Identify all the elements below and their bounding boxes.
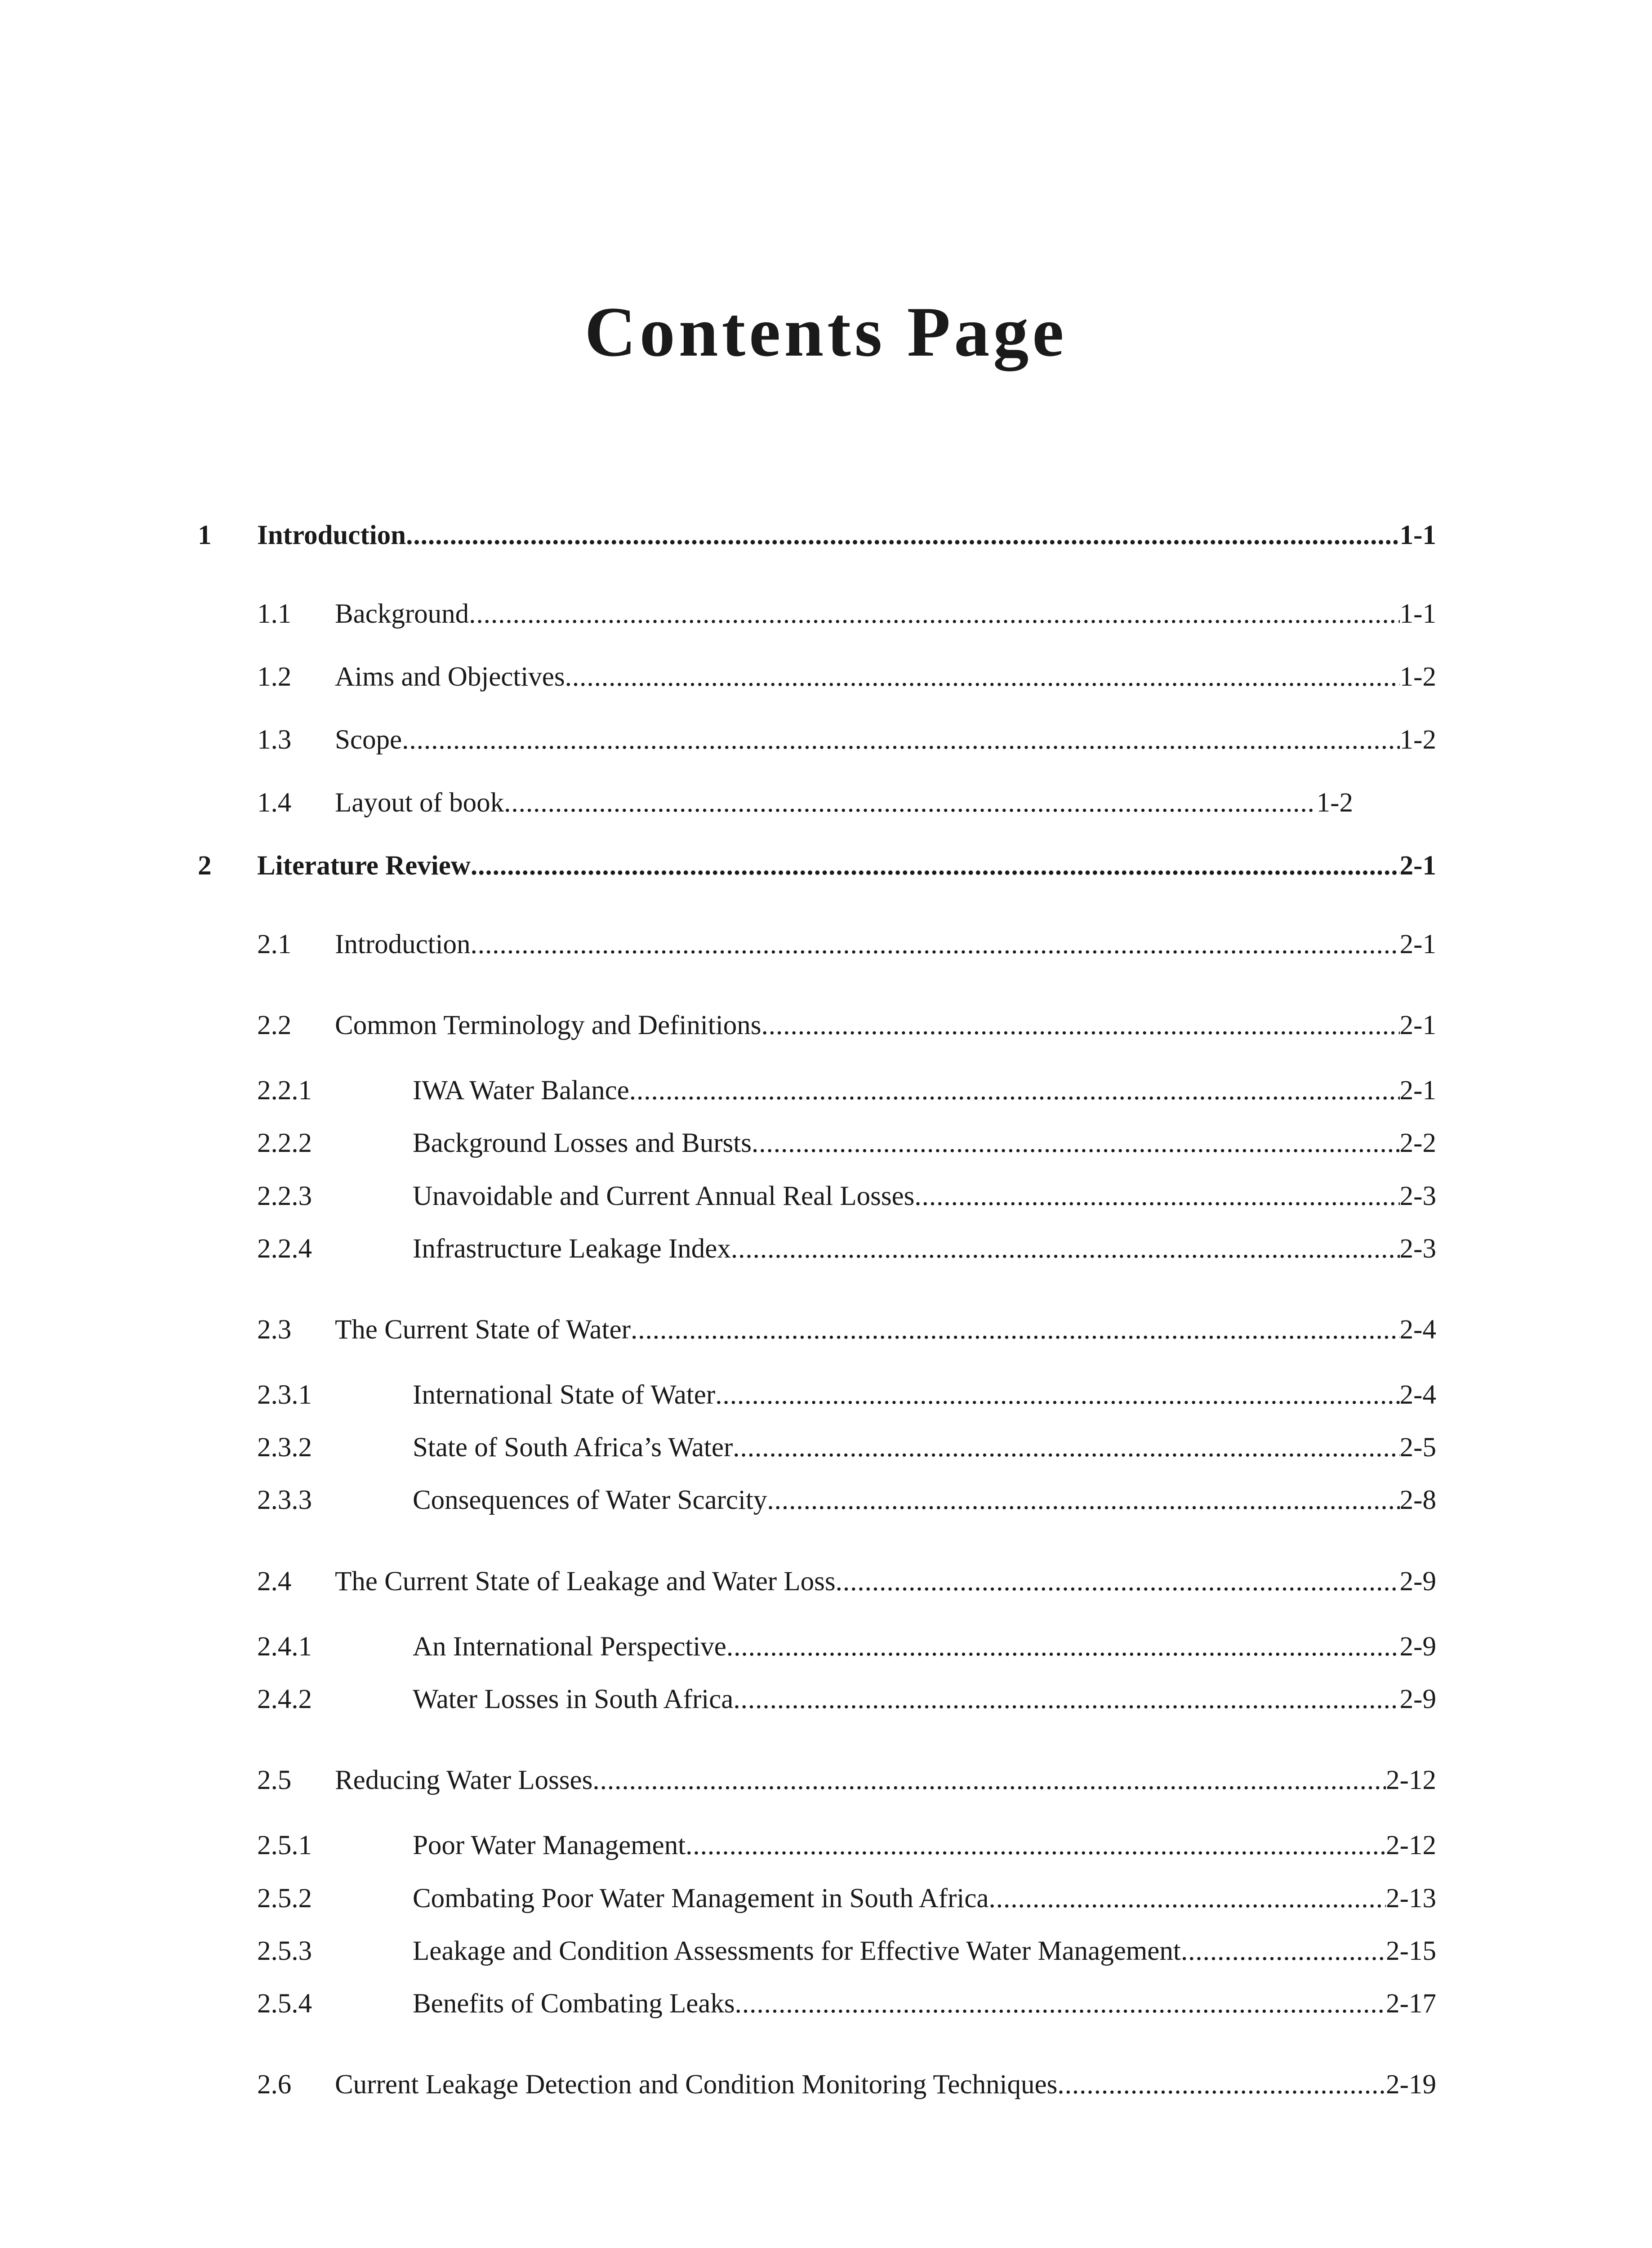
- toc-entry-title: Infrastructure Leakage Index: [413, 1234, 731, 1264]
- dot-leader: [733, 1434, 1399, 1461]
- toc-entry-number: 1.3: [257, 725, 292, 755]
- toc-entry[interactable]: [257, 1434, 1436, 1467]
- toc-entry-page: 2-1: [1399, 1010, 1436, 1040]
- toc-entry-number: 1: [198, 520, 212, 550]
- toc-entry-number: 2.4: [257, 1566, 292, 1597]
- toc-entry-page: 2-1: [1399, 929, 1436, 959]
- toc-entry-title: Aims and Objectives: [335, 662, 565, 692]
- toc-entry[interactable]: [257, 1129, 1436, 1163]
- toc-entry-number: 2.2.1: [257, 1075, 312, 1106]
- dot-leader: [836, 1568, 1400, 1595]
- toc-entry[interactable]: [257, 1990, 1436, 2024]
- toc-entry-title: An International Perspective: [413, 1632, 726, 1662]
- toc-entry[interactable]: [257, 1077, 1436, 1111]
- dot-leader: [726, 1633, 1400, 1660]
- dot-leader: [471, 931, 1400, 958]
- toc-entry[interactable]: [198, 522, 1436, 555]
- toc-entry-title: Layout of book: [335, 788, 504, 818]
- toc-entry-page: 1-2: [1399, 662, 1436, 692]
- toc-entry-title: Reducing Water Losses: [335, 1765, 593, 1795]
- toc-entry-page: 2-12: [1386, 1765, 1436, 1795]
- toc-entry-number: 2.4.1: [257, 1632, 312, 1662]
- dot-leader: [1181, 1937, 1386, 1965]
- toc-entry[interactable]: [257, 931, 1436, 964]
- dot-leader: [752, 1129, 1400, 1157]
- toc-entry-title: Background Losses and Bursts: [413, 1128, 752, 1158]
- toc-entry-number: 2.1: [257, 929, 292, 959]
- toc-entry-page: 2-15: [1386, 1936, 1436, 1966]
- toc-entry[interactable]: [257, 2071, 1436, 2105]
- toc-entry-page: 2-3: [1399, 1181, 1436, 1211]
- toc-entry-number: 1.1: [257, 599, 292, 629]
- toc-entry-title: Literature Review: [257, 851, 471, 881]
- dot-leader: [914, 1182, 1399, 1210]
- toc-entry-page: 2-19: [1386, 2070, 1436, 2100]
- toc-entry-title: Unavoidable and Current Annual Real Losses: [413, 1181, 915, 1211]
- toc-entry[interactable]: [257, 789, 1353, 823]
- toc-entry-number: 2.3.3: [257, 1485, 312, 1515]
- toc-entry[interactable]: [257, 600, 1436, 634]
- toc-entry-page: 1-2: [1316, 788, 1353, 818]
- dot-leader: [735, 1990, 1386, 2017]
- toc-entry-page: 1-1: [1399, 520, 1436, 550]
- dot-leader: [715, 1381, 1399, 1409]
- dot-leader: [731, 1235, 1400, 1262]
- toc-entry-title: Common Terminology and Definitions: [335, 1010, 761, 1040]
- toc-entry-page: 2-1: [1399, 851, 1436, 881]
- toc-entry-number: 2.5.2: [257, 1883, 312, 1913]
- toc-entry[interactable]: [257, 1937, 1436, 1971]
- toc-entry-page: 2-13: [1386, 1883, 1436, 1913]
- toc-entry-number: 2.4.2: [257, 1684, 312, 1714]
- toc-entry-title: The Current State of Leakage and Water Loss: [335, 1566, 836, 1597]
- toc-entry[interactable]: [257, 1885, 1436, 1918]
- dot-leader: [761, 1012, 1400, 1039]
- toc-entry-number: 1.4: [257, 788, 292, 818]
- toc-entry[interactable]: [257, 1766, 1436, 1800]
- toc-entry-number: 1.2: [257, 662, 292, 692]
- page-title: Contents Page: [584, 293, 1068, 371]
- toc-entry-number: 2.2: [257, 1010, 292, 1040]
- toc-entry[interactable]: [257, 1012, 1436, 1045]
- toc-entry-page: 2-9: [1399, 1566, 1436, 1597]
- toc-entry-title: State of South Africa’s Water: [413, 1432, 733, 1463]
- toc-entry-title: Benefits of Combating Leaks: [413, 1989, 735, 2019]
- dot-leader: [1057, 2071, 1386, 2098]
- toc-entry-page: 2-2: [1399, 1128, 1436, 1158]
- toc-entry-page: 2-9: [1399, 1632, 1436, 1662]
- toc-entry-page: 2-9: [1399, 1684, 1436, 1714]
- toc-entry-title: Current Leakage Detection and Condition Monitoring Techniques: [335, 2070, 1058, 2100]
- toc-entry-number: 2.3.1: [257, 1380, 312, 1410]
- toc-entry[interactable]: [257, 1316, 1436, 1350]
- toc-entry-title: Water Losses in South Africa: [413, 1684, 734, 1714]
- dot-leader: [629, 1077, 1400, 1104]
- toc-entry-title: Poor Water Management: [413, 1830, 686, 1860]
- toc-entry-title: Scope: [335, 725, 402, 755]
- toc-entry-title: Combating Poor Water Management in South Africa: [413, 1883, 989, 1913]
- toc-entry-page: 2-5: [1399, 1432, 1436, 1463]
- toc-entry-page: 2-3: [1399, 1234, 1436, 1264]
- toc-entry-number: 2.2.3: [257, 1181, 312, 1211]
- toc-entry-number: 2.5.3: [257, 1936, 312, 1966]
- dot-leader: [469, 600, 1400, 628]
- toc-entry[interactable]: [257, 1633, 1436, 1667]
- toc-entry[interactable]: [257, 726, 1436, 760]
- toc-entry-page: 2-1: [1399, 1075, 1436, 1106]
- dot-leader: [631, 1316, 1400, 1343]
- toc-entry-number: 2: [198, 851, 212, 881]
- toc-entry-title: The Current State of Water: [335, 1315, 631, 1345]
- dot-leader: [471, 852, 1400, 879]
- dot-leader: [733, 1686, 1399, 1713]
- toc-entry[interactable]: [257, 1182, 1436, 1216]
- toc-entry[interactable]: [257, 1832, 1436, 1865]
- dot-leader: [406, 522, 1400, 549]
- toc-entry[interactable]: [257, 663, 1436, 697]
- toc-entry-number: 2.5: [257, 1765, 292, 1795]
- toc-entry[interactable]: [257, 1486, 1436, 1520]
- dot-leader: [686, 1832, 1386, 1859]
- toc-entry[interactable]: [257, 1235, 1436, 1269]
- toc-entry-title: Consequences of Water Scarcity: [413, 1485, 767, 1515]
- toc-entry-number: 2.5.4: [257, 1989, 312, 2019]
- toc-entry-title: Leakage and Condition Assessments for Effective Water Management: [413, 1936, 1181, 1966]
- toc-entry-page: 2-12: [1386, 1830, 1436, 1860]
- dot-leader: [504, 789, 1317, 816]
- toc-entry-number: 2.3: [257, 1315, 292, 1345]
- toc-entry-title: Background: [335, 599, 469, 629]
- toc-entry-page: 2-17: [1386, 1989, 1436, 2019]
- toc-entry-number: 2.6: [257, 2070, 292, 2100]
- toc-entry-title: Introduction: [335, 929, 471, 959]
- dot-leader: [565, 663, 1400, 691]
- toc-entry-page: 2-8: [1399, 1485, 1436, 1515]
- toc-entry[interactable]: [257, 1381, 1436, 1415]
- toc-entry[interactable]: [198, 852, 1436, 886]
- toc-entry-title: Introduction: [257, 520, 406, 550]
- toc-entry-page: 2-4: [1399, 1380, 1436, 1410]
- toc-entry[interactable]: [257, 1686, 1436, 1719]
- dot-leader: [592, 1766, 1386, 1794]
- toc-entry-number: 2.2.2: [257, 1128, 312, 1158]
- toc-entry-number: 2.5.1: [257, 1830, 312, 1860]
- toc-entry-number: 2.2.4: [257, 1234, 312, 1264]
- toc-entry[interactable]: [257, 1568, 1436, 1601]
- toc-entry-title: International State of Water: [413, 1380, 716, 1410]
- dot-leader: [767, 1486, 1399, 1514]
- dot-leader: [989, 1885, 1386, 1912]
- toc-entry-number: 2.3.2: [257, 1432, 312, 1463]
- dot-leader: [402, 726, 1400, 754]
- toc-entry-title: IWA Water Balance: [413, 1075, 629, 1106]
- toc-entry-page: 1-1: [1399, 599, 1436, 629]
- toc-entry-page: 1-2: [1399, 725, 1436, 755]
- toc-entry-page: 2-4: [1399, 1315, 1436, 1345]
